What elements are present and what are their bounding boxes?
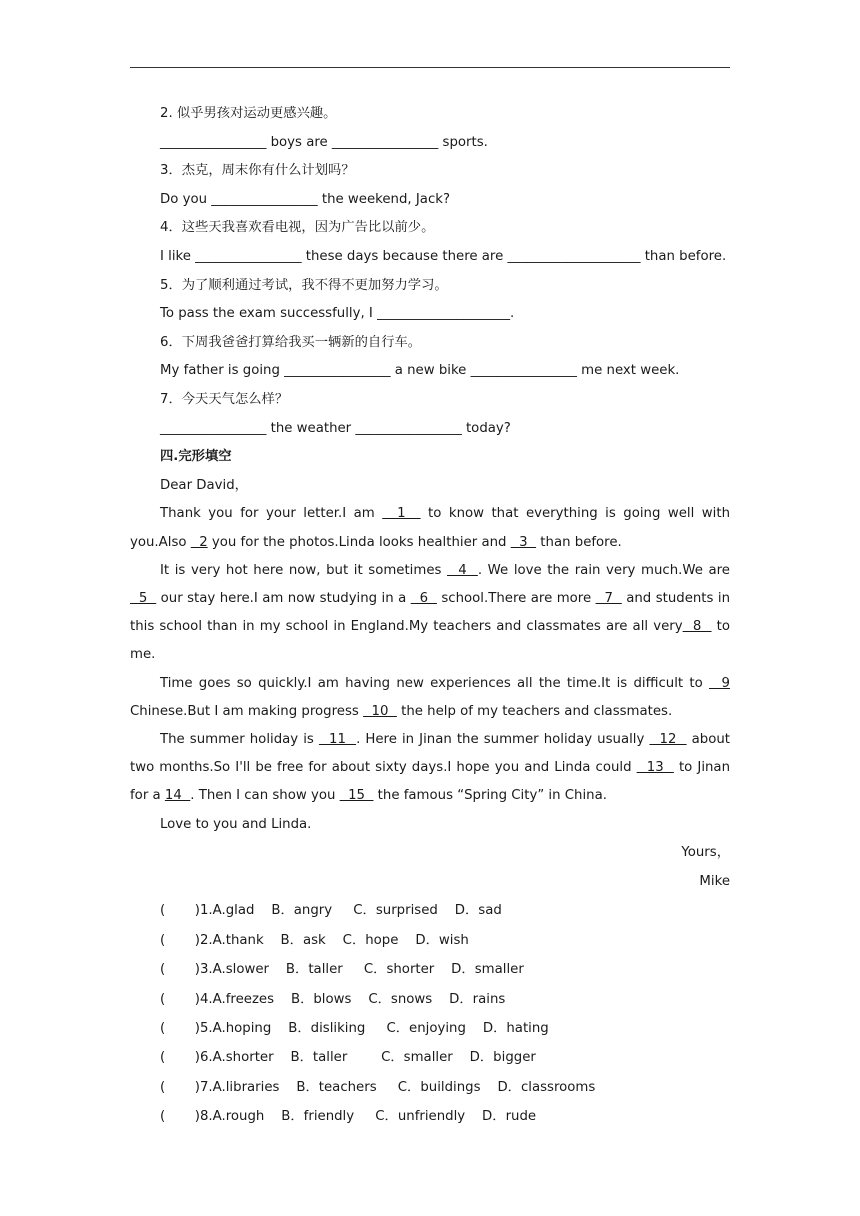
content <box>130 100 730 1131</box>
option-row: ( )3.A.slower B．taller C．shorter D．smaller <box>160 962 524 978</box>
sentence-zh: 7．今天天气怎么样？ <box>160 391 289 407</box>
letter-signature: Mike <box>699 873 730 889</box>
text: to Jinan for a <box>130 760 731 804</box>
text: school.There are more <box>436 590 596 606</box>
sentence-en: ________________ the weather ________________ today? <box>160 420 511 436</box>
blank-4: 4 <box>447 562 478 578</box>
sentence-zh: 5．为了顺利通过考试，我不得不更加努力学习。 <box>160 277 448 293</box>
blank-12: 12 <box>649 731 687 747</box>
option-row: ( )2.A.thank B．ask C．hope D．wish <box>160 932 469 948</box>
blank-8: 8 <box>682 619 712 635</box>
letter-paragraph-2 <box>130 557 730 670</box>
blank-13: 13 <box>636 760 674 776</box>
blank-5: 5 <box>130 590 157 606</box>
text: the famous “Spring City” in China. <box>373 788 607 804</box>
text: It is very hot here now, but it sometimes <box>160 562 448 578</box>
sentence-en: To pass the exam successfully, I ____________________. <box>160 306 515 322</box>
blank-1: 1 <box>382 506 421 522</box>
header-rule <box>130 67 730 68</box>
sentence-zh: 6．下周我爸爸打算给我买一辆新的自行车。 <box>160 334 422 350</box>
text: . We love the rain very much.We are <box>477 562 730 578</box>
blank-10: 10 <box>363 703 397 719</box>
sentence-en: My father is going ________________ a new bike ________________ me next week. <box>160 363 680 379</box>
letter-greeting: Dear David， <box>160 477 248 493</box>
option-row: ( )5.A.hoping B．disliking C．enjoying D．hating <box>160 1020 549 1036</box>
text: to know that everything is going well with you.Also <box>130 506 730 550</box>
text: about two months.So I'll be free for about sixty days.I hope you and Linda could <box>130 731 731 776</box>
letter-paragraph-1 <box>130 500 730 556</box>
text: you for the photos.Linda looks healthier and <box>207 534 511 550</box>
blank-2: 2 <box>190 534 208 550</box>
text: Time goes so quickly.I am having new experiences all the time.It is difficult to <box>160 675 709 691</box>
sentence-zh: 2. 似乎男孩对运动更感兴趣。 <box>160 106 337 121</box>
option-row: ( )8.A.rough B．friendly C．unfriendly D．rude <box>160 1109 537 1125</box>
text: than before. <box>536 534 622 550</box>
blank-14: 14 <box>164 788 191 804</box>
letter-sign-off: Yours， <box>681 845 730 861</box>
blank-9: 9 <box>709 675 730 691</box>
blank-11: 11 <box>318 731 357 747</box>
sentence-zh: 4．这些天我喜欢看电视，因为广告比以前少。 <box>160 220 435 236</box>
text: our stay here.I am now studying in a <box>156 590 411 606</box>
text: . Then I can show you <box>190 788 340 804</box>
option-row: ( )6.A.shorter B．taller C．smaller D．bigger <box>160 1050 536 1066</box>
text: The summer holiday is <box>160 731 319 747</box>
sentence-en: Do you ________________ the weekend, Jack? <box>160 191 451 207</box>
option-row: ( )7.A.libraries B．teachers C．buildings D．classrooms <box>160 1079 596 1095</box>
sentence-en: ________________ boys are ________________ sports. <box>160 134 488 150</box>
sentence-zh: 3．杰克，周末你有什么计划吗？ <box>160 163 355 179</box>
text: . Here in Jinan the summer holiday usually <box>356 731 650 747</box>
option-row: ( )1.A.glad B．angry C．surprised D．sad <box>160 903 502 919</box>
blank-15: 15 <box>339 788 374 804</box>
letter-paragraph-3 <box>130 670 730 726</box>
letter-paragraph-4 <box>130 726 730 811</box>
option-row: ( )4.A.freezes B．blows C．snows D．rains <box>160 991 506 1007</box>
sentence-en: I like ________________ these days because there are ____________________ than before. <box>160 248 727 264</box>
text: the help of my teachers and classmates. <box>396 703 673 719</box>
blank-6: 6 <box>410 590 437 606</box>
letter-closing: Love to you and Linda. <box>160 816 312 832</box>
section-title: 四.完形填空 <box>160 449 232 465</box>
blank-3: 3 <box>510 534 537 550</box>
text: to me. <box>130 619 731 663</box>
text: and students in this school than in my school in England.My teachers and classmates are all very <box>130 590 731 635</box>
text: Chinese.But I am making progress <box>130 703 364 719</box>
blank-7: 7 <box>595 590 622 606</box>
text: Thank you for your letter.I am <box>160 506 383 522</box>
